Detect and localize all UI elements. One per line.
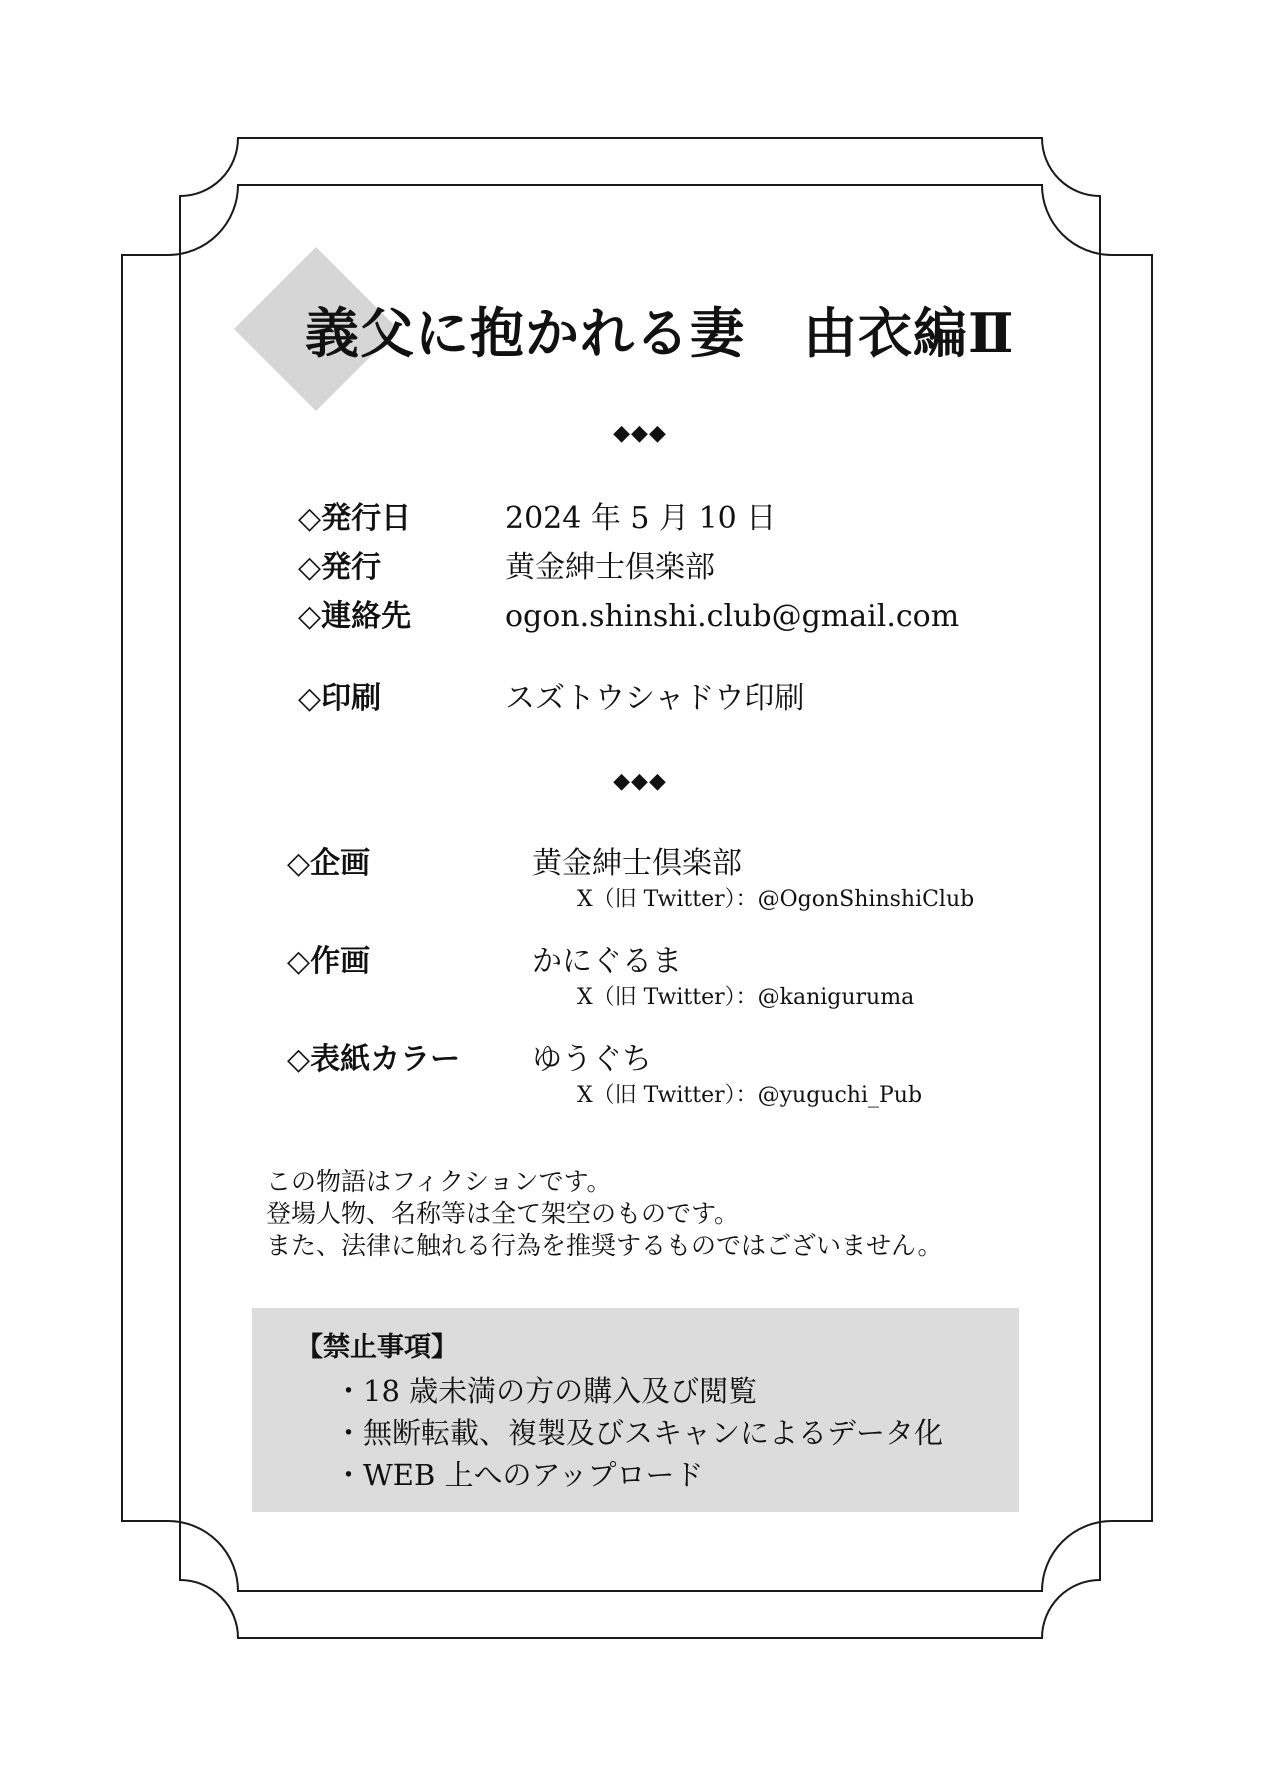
prohibited-heading: 【禁止事項】 — [296, 1332, 458, 1363]
credit-name: 黄金紳士倶楽部 — [532, 846, 742, 881]
info-value: 2024 年 5 月 10 日 — [505, 501, 777, 536]
credit-account: X（旧 Twitter）：@yuguchi_Pub — [577, 1083, 923, 1108]
credit-account: X（旧 Twitter）：@kaniguruma — [577, 985, 915, 1010]
fiction-disclaimer — [266, 1166, 1046, 1262]
info-value: スズトウシャドウ印刷 — [505, 681, 805, 716]
title-main: 義父に抱かれる妻 — [305, 301, 745, 365]
credit-label: ◇企画 — [287, 846, 371, 881]
page-title — [305, 298, 1065, 368]
disclaimer-line: 登場人物、名称等は全て架空のものです。 — [266, 1199, 740, 1228]
disclaimer-line: また、法律に触れる行為を推奨するものではございません。 — [266, 1231, 943, 1260]
title-sub: 由衣編Ⅱ — [803, 301, 1015, 365]
info-value: 黄金紳士倶楽部 — [505, 550, 715, 585]
info-label: ◇印刷 — [298, 681, 382, 716]
info-label: ◇発行 — [298, 550, 382, 585]
prohibited-item: ・無断転載、複製及びスキャンによるデータ化 — [334, 1416, 944, 1450]
info-label: ◇連絡先 — [298, 599, 412, 634]
credit-name: ゆうぐち — [532, 1042, 652, 1077]
credit-label: ◇作画 — [287, 944, 371, 979]
contact-email: ogon.shinshi.club@gmail.com — [505, 599, 960, 634]
credit-label: ◇表紙カラー — [287, 1042, 461, 1077]
disclaimer-line: この物語はフィクションです。 — [266, 1167, 612, 1196]
info-label: ◇発行日 — [298, 501, 412, 536]
prohibited-item: ・18 歳未満の方の購入及び閲覧 — [334, 1374, 758, 1408]
separator-diamonds: ◆◆◆ — [613, 421, 667, 446]
prohibited-notice-box — [252, 1308, 1019, 1512]
prohibited-item: ・WEB 上へのアップロード — [334, 1458, 704, 1492]
credit-account: X（旧 Twitter）：@OgonShinshiClub — [577, 887, 975, 912]
separator-diamonds: ◆◆◆ — [613, 769, 667, 794]
credit-name: かにぐるま — [532, 944, 682, 979]
prohibited-list — [334, 1370, 943, 1496]
